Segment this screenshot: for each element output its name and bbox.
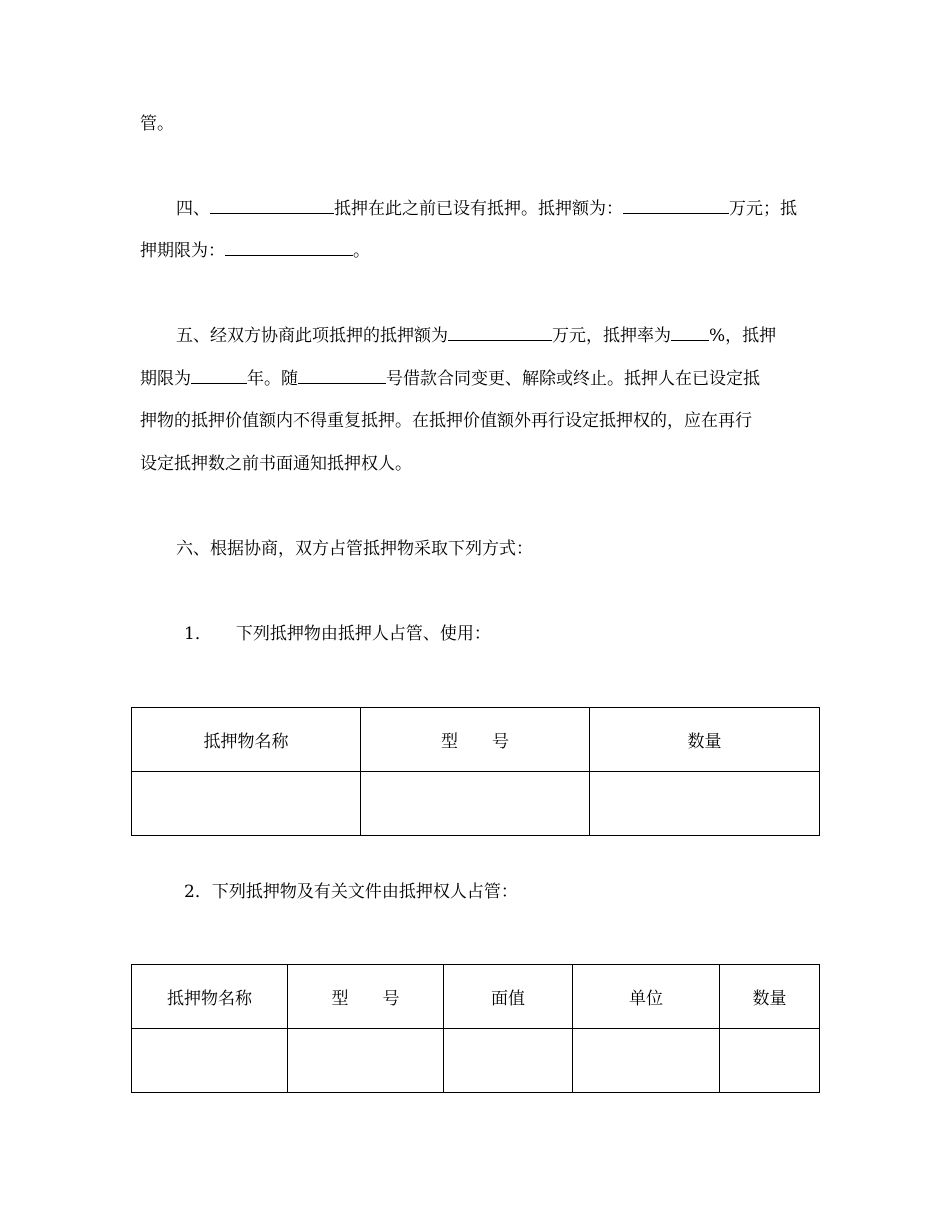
collateral-table-mortgagor (131, 707, 820, 836)
table-cell[interactable] (590, 772, 820, 836)
text: 抵押在此之前已设有抵押。抵押额为： (334, 199, 623, 219)
item-number: 1． (184, 624, 212, 644)
clause-four-line2 (140, 239, 370, 263)
clause-number: 四、 (176, 199, 210, 219)
clause-five-line2 (140, 367, 760, 391)
table-cell[interactable] (132, 1029, 288, 1093)
text: 期限为 (140, 369, 191, 389)
blank-field[interactable] (623, 198, 729, 214)
table-row (132, 772, 820, 836)
table-header-row (132, 965, 820, 1029)
text: 押期限为： (140, 241, 225, 261)
text: %，抵押 (709, 326, 777, 346)
item-one (184, 622, 491, 646)
table-cell[interactable] (361, 772, 590, 836)
blank-field[interactable] (298, 368, 386, 384)
text: 管。 (140, 114, 174, 134)
header-cell-name: 抵押物名称 (132, 965, 288, 1029)
collateral-table-mortgagee (131, 964, 820, 1093)
clause-six (176, 537, 533, 561)
header-cell-unit: 单位 (573, 965, 720, 1029)
header-cell-face-value: 面值 (444, 965, 573, 1029)
text: 年。随 (247, 369, 298, 389)
header-cell-quantity: 数量 (590, 708, 820, 772)
table-row (132, 1029, 820, 1093)
item-two (184, 880, 518, 904)
text: 号借款合同变更、解除或终止。抵押人在已设定抵 (386, 369, 760, 389)
blank-field[interactable] (191, 368, 247, 384)
header-cell-quantity: 数量 (720, 965, 820, 1029)
clause-four-line1 (176, 197, 797, 221)
table-cell[interactable] (288, 1029, 444, 1093)
text: 万元；抵 (729, 199, 797, 219)
blank-field[interactable] (210, 198, 334, 214)
clause-five-line3 (140, 409, 752, 433)
table-cell[interactable] (573, 1029, 720, 1093)
table-header-row (132, 708, 820, 772)
item-number: 2． (184, 882, 212, 902)
table-cell[interactable] (132, 772, 361, 836)
text: 下列抵押物由抵押人占管、使用： (235, 624, 491, 644)
paragraph-continuation (140, 112, 174, 136)
text: 万元，抵押率为 (552, 326, 671, 346)
header-cell-model: 型 号 (361, 708, 590, 772)
text: 。 (353, 241, 370, 261)
header-cell-name: 抵押物名称 (132, 708, 361, 772)
text: 押物的抵押价值额内不得重复抵押。在抵押价值额外再行设定抵押权的，应在再行 (140, 411, 752, 431)
blank-field[interactable] (448, 325, 552, 341)
clause-five-line1 (176, 324, 776, 348)
blank-field[interactable] (671, 325, 709, 341)
text: 六、根据协商，双方占管抵押物采取下列方式： (176, 539, 533, 559)
text: 下列抵押物及有关文件由抵押权人占管： (211, 882, 518, 902)
table-cell[interactable] (720, 1029, 820, 1093)
text: 设定抵押数之前书面通知抵押权人。 (140, 454, 412, 474)
text: 五、经双方协商此项抵押的抵押额为 (176, 326, 448, 346)
header-cell-model: 型 号 (288, 965, 444, 1029)
blank-field[interactable] (225, 240, 353, 256)
clause-five-line4 (140, 452, 412, 476)
table-cell[interactable] (444, 1029, 573, 1093)
